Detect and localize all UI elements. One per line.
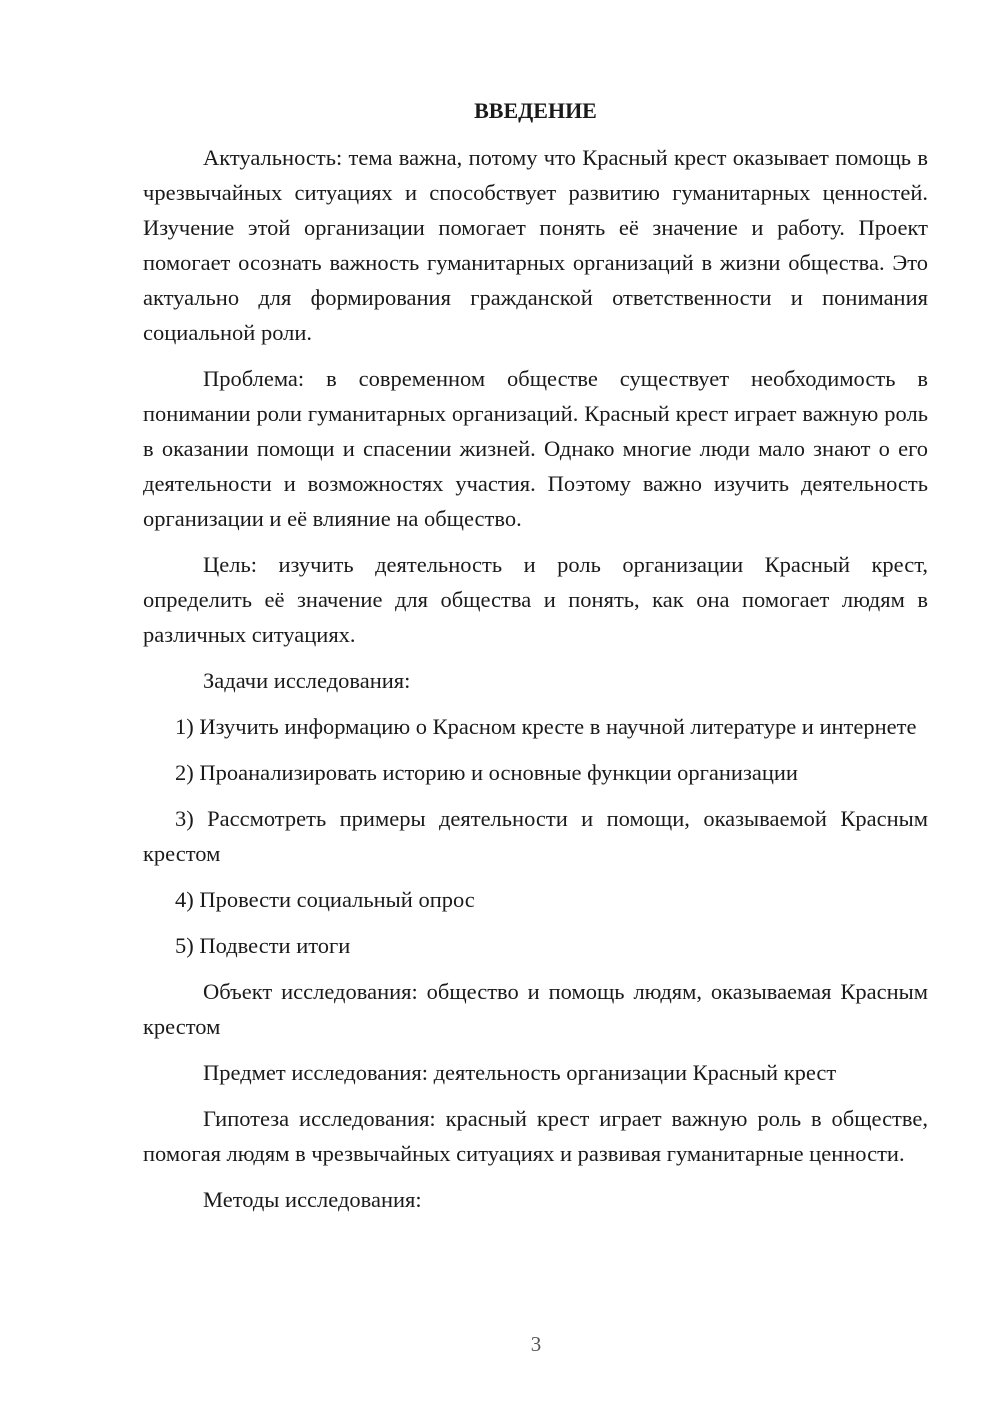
paragraph-hypothesis: Гипотеза исследования: красный крест играет важную роль в обществе, помогая людям в чрезвычайных ситуациях и развивая гуманитарные ценности. xyxy=(143,1106,928,1166)
task-item-3: 3) Рассмотреть примеры деятельности и помощи, оказываемой Красным крестом xyxy=(143,806,928,866)
page-title: ВВЕДЕНИЕ xyxy=(474,98,597,123)
paragraph-relevance: Актуальность: тема важна, потому что Красный крест оказывает помощь в чрезвычайных ситуациях и способствует развитию гуманитарных ценностей. Изучение этой организации помогает понять её значение и работу. Проект помогает осознать важность гуманитарных организаций в жизни общества. Это актуально для формирования гражданской ответственности и понимания социальной роли. xyxy=(143,145,928,345)
page-number: 3 xyxy=(530,1332,542,1356)
paragraph-object: Объект исследования: общество и помощь людям, оказываемая Красным крестом xyxy=(143,979,928,1039)
paragraph-problem: Проблема: в современном обществе существует необходимость в понимании роли гуманитарных организаций. Красный крест играет важную роль в оказании помощи и спасении жизней. Однако многие люди мало знают о его деятельности и возможностях участия. Поэтому важно изучить деятельность организации и её влияние на общество. xyxy=(143,366,928,531)
tasks-heading: Задачи исследования: xyxy=(203,668,411,693)
paragraph-subject: Предмет исследования: деятельность организации Красный крест xyxy=(203,1060,837,1085)
paragraph-methods: Методы исследования: xyxy=(203,1187,422,1212)
task-item-4: 4) Провести социальный опрос xyxy=(175,887,475,912)
task-item-5: 5) Подвести итоги xyxy=(175,933,351,958)
page-body xyxy=(143,93,928,1228)
paragraph-goal: Цель: изучить деятельность и роль организации Красный крест, определить её значение для общества и понять, как она помогает людям в различных ситуациях. xyxy=(143,552,928,647)
task-item-2: 2) Проанализировать историю и основные функции организации xyxy=(175,760,798,785)
task-item-1: 1) Изучить информацию о Красном кресте в научной литературе и интернете xyxy=(175,714,917,739)
